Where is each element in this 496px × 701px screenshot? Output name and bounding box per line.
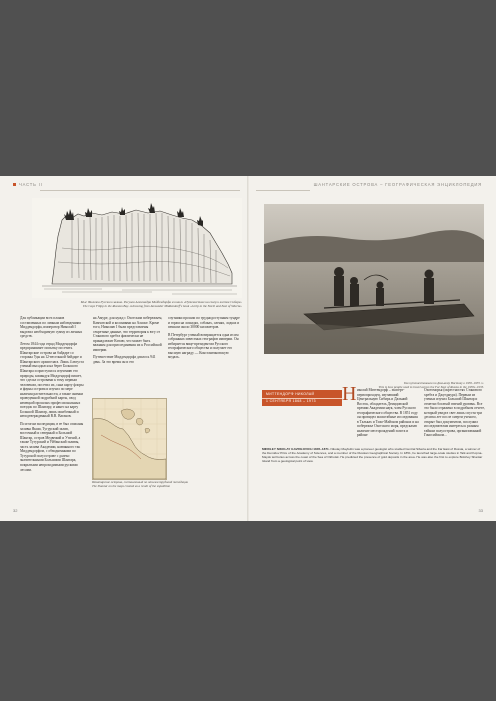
book-spread xyxy=(0,176,496,521)
paragraph: Охотоморья (окрестностях Станового хребта и Джугджура). Первым из ученых изучил Большой Шантар и отметил богатый птичий уровень. Все это было отражено в подробном отчете, который увидел свет лишь спустя три десятка лет после смерти ученого, открыт был документом, послужил исследователям интересы к разным тайнам полуострова, организованной Гоносийском... xyxy=(424,388,485,438)
bio-tag-name: МИТТЕНДОРФ НИКОЛАЙ xyxy=(266,392,315,396)
figure-caption-en: The Cape Filipp in the Russian Bay. A drawing from Alexander Middendorff's book «A trip to the North and East of Siberia» xyxy=(82,304,242,308)
figure-caption xyxy=(32,300,242,308)
running-header-left xyxy=(13,182,43,187)
paragraph: иколай Миттендорф – эксперт-первопроходец, изучавший Центральную Сибирь и Дальний Восток, обладатель Демидовской премии Академии наук, член Русского географического общества. В 1851 году он провидел масштабные исследования в Тальках и Тихо-Майском районах и на побережье Охотского моря, предсказав наличие месторождений золота и районе xyxy=(357,388,419,438)
figure-caption-ru: Мыс Филиппа Русского залива. Рисунок Александра Миддендорфа из книги «Путешествие на север и восток Сибири» xyxy=(80,300,242,304)
text-column-2 xyxy=(93,316,163,367)
page-number-right: 33 xyxy=(478,508,483,513)
bio-english-title: MIDDLEY NIKOLAY GAVRILOVICH 1835–1871. xyxy=(262,447,330,451)
bio-english-text: Nikolay Mayfeilin was a pioneer geologist who studied Central Siberia and the Far East of Russia, a winner of the Demidov Prize of the Academy of Sciences, and a member of the Russian Geographical Society. In 1851, he launched large-scale studies in Talk and Kopna-Maysk territories across the coast of the Sea of Okhotsk. He predicted the presence of gold deposits in the area. He was also the first to explore Bolshoy Shantar Island from a geological point of view. xyxy=(262,447,483,463)
expedition-photo xyxy=(264,204,484,354)
bio-tag-dates: 1 СЕНТЯБРЯ 1868 – 1973 xyxy=(266,399,316,403)
bio-column-1 xyxy=(357,388,419,441)
running-header-right: ШАНТАРСКИЕ ОСТРОВА – ГЕОГРАФИЧЕСКАЯ ЭНЦИКЛОПЕДИЯ xyxy=(313,182,482,187)
photo-caption-en: This is how people used to travel across the Far East of Russia in the 1930s–1935. xyxy=(378,385,484,389)
map-image xyxy=(92,398,167,480)
paragraph: По итогам экспедиции, в ее был описаны заливы Якши, Тугурский залив, восточный и северный и Большой Шантар, остров Медвежий и Утичий, а также Тугурский и Уйбанский заливы, часть залива Академии, названного так Миддендорфом, с обводненными по Тугурской полуострове с далеко значительными Большими Шантара, покрытыми непроходимыми рускими лесами. xyxy=(20,422,84,472)
header-rule-right xyxy=(256,190,310,191)
cliff-drawing xyxy=(32,198,242,298)
paragraph: спутники прошли по труднодоступным тундре и горам на лошадях, собаках, оленях, лодках и пешком около 30000 километров. xyxy=(168,316,240,330)
bio-column-2 xyxy=(424,388,486,441)
text-column-1 xyxy=(20,316,86,475)
paragraph: В Петербург ученый возвращается одна из им собранных известных географов империи. Он избирается вице-президентом Русского географического общества и получает его высшую награду — Константиновскую медаль. xyxy=(168,332,239,360)
header-rule-left xyxy=(40,190,240,191)
header-left-text: ЧАСТЬ II xyxy=(19,182,43,187)
book-gutter xyxy=(247,176,249,521)
map-caption-en: The Shantar on the maps created as a result of the expedition xyxy=(92,484,171,488)
map-caption-ru: Шантарские острова, составленный по итогам трудовой экспедиции xyxy=(92,480,189,484)
bio-english-summary xyxy=(262,447,484,463)
paragraph: Для публикации всех планов составленных по личным наблюдениям Миддендорфа, император Николай I выделил необходимую сумму из личных средств. xyxy=(20,316,83,339)
paragraph: Путешествие Миддендорфа длилось 941 день. За это время он и его xyxy=(93,355,156,364)
drop-cap: Н xyxy=(342,383,357,405)
paragraph: Летом 1844 года отряд Миддендорфа предпринимает попытку посетить Шантарские острова на байдаре со стороны Уды на 12-весельной байдаре и Шантарского архипелага. Лишь 4 августа ученый высадился на берег Большого Шантара и приступил к изучению его природы, командуя Миддендорф пишет, что сделал островами к тому первым человеком, посетил их, снял карту флоры и фауны острова и изучил по мере наличия растительности, а также снимки проведенной подробной карты, свод немецкой прошлых профессиональных поездок по Шантару, и нанес на карту Большой Шантар, лишь ошибочный и неподтвержденный В.В. Ваганов. xyxy=(20,341,84,419)
bio-name-tag xyxy=(262,390,342,406)
header-marker xyxy=(13,183,16,186)
map-caption xyxy=(92,480,192,488)
photo-caption-ru: Так путешествовали по Дальнему Востоку в 1930–1935 гг. xyxy=(403,381,484,385)
paragraph: на Амуре, для нужд с Охотским побережьем, Камчатской и колониями на Аляске. Кроме того, Николаю I были представлены секретные данные, что территория к югу от Станового хребта фактически не принадлежит Китаю, что может быть важным для присоединения их к Российской империи. xyxy=(93,316,163,352)
page-number-left: 32 xyxy=(13,508,18,513)
text-column-3 xyxy=(168,316,240,363)
